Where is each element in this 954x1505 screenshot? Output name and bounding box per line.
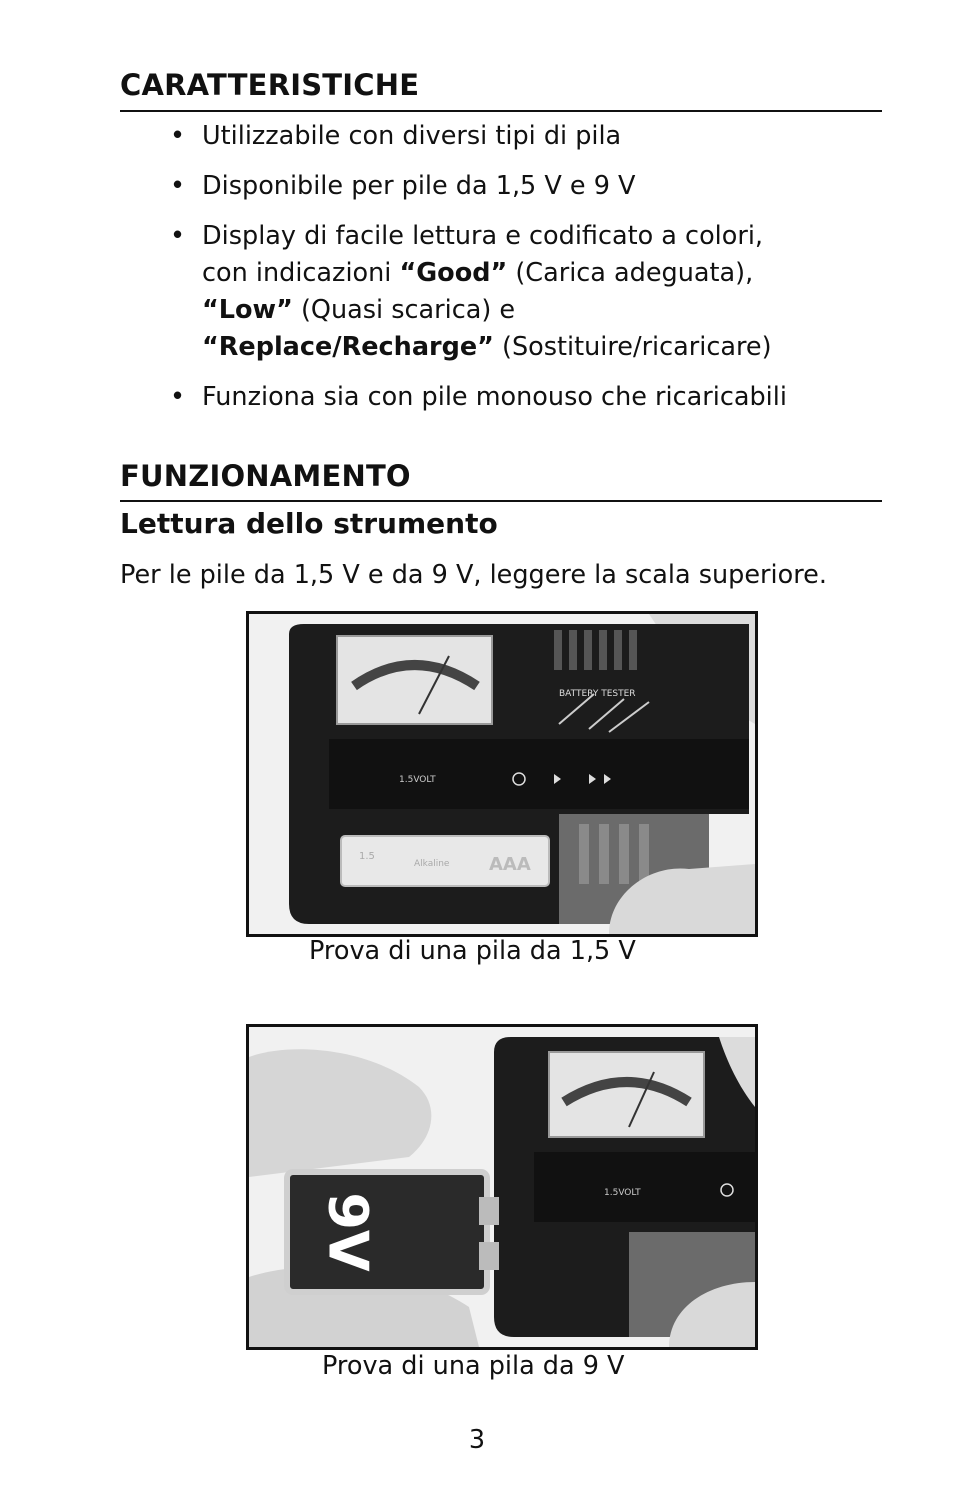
aaa-label: AAA <box>489 854 531 875</box>
bullet-icon: • <box>170 121 186 151</box>
voltage-label: 1.5VOLT <box>399 775 436 785</box>
feature-text: Funziona sia con pile monouso che ricaricabili <box>202 382 787 412</box>
bullet-icon: • <box>170 171 186 201</box>
figure-2-caption: Prova di una pila da 9 V <box>322 1351 625 1381</box>
low-label: “Low” <box>202 295 293 325</box>
feature-item <box>170 379 860 416</box>
battery-tester-1-5v-illustration <box>249 614 755 934</box>
operation-heading: FUNZIONAMENTO <box>120 459 411 493</box>
battery-small-label: 1.5 <box>359 851 375 862</box>
9v-label: 9V <box>316 1192 380 1272</box>
figure-1-caption: Prova di una pila da 1,5 V <box>309 936 636 966</box>
page-number: 3 <box>468 1425 486 1455</box>
good-note: (Carica adeguata), <box>507 258 754 288</box>
feature-item <box>170 168 860 205</box>
device-label: BATTERY TESTER <box>559 689 636 699</box>
feature-text: Disponibile per pile da 1,5 V e 9 V <box>202 171 636 201</box>
replace-note: (Sostituire/ricaricare) <box>493 332 772 362</box>
feature-text: Utilizzabile con diversi tipi di pila <box>202 121 622 151</box>
replace-label: “Replace/Recharge” <box>202 332 494 362</box>
good-label: “Good” <box>399 258 508 288</box>
bullet-icon: • <box>170 382 186 412</box>
voltage-label-2: 1.5VOLT <box>604 1188 641 1198</box>
low-note: (Quasi scarica) e <box>292 295 516 325</box>
battery-tester-9v-illustration <box>249 1027 755 1347</box>
feature-item <box>170 218 802 366</box>
features-list <box>170 118 860 429</box>
features-rule <box>120 110 882 112</box>
operation-paragraph: Per le pile da 1,5 V e da 9 V, leggere la scala superiore. <box>120 560 827 590</box>
figure-1-5v-test <box>246 611 758 937</box>
operation-rule <box>120 500 882 502</box>
feature-text: Display di facile lettura e codificato a colori, con indicazioni <box>202 221 764 288</box>
feature-item <box>170 118 860 155</box>
operation-subheading: Lettura dello strumento <box>120 507 498 540</box>
features-heading: CARATTERISTICHE <box>120 68 420 102</box>
figure-9v-test <box>246 1024 758 1350</box>
bullet-icon: • <box>170 221 186 251</box>
battery-type-label: Alkaline <box>414 859 450 869</box>
